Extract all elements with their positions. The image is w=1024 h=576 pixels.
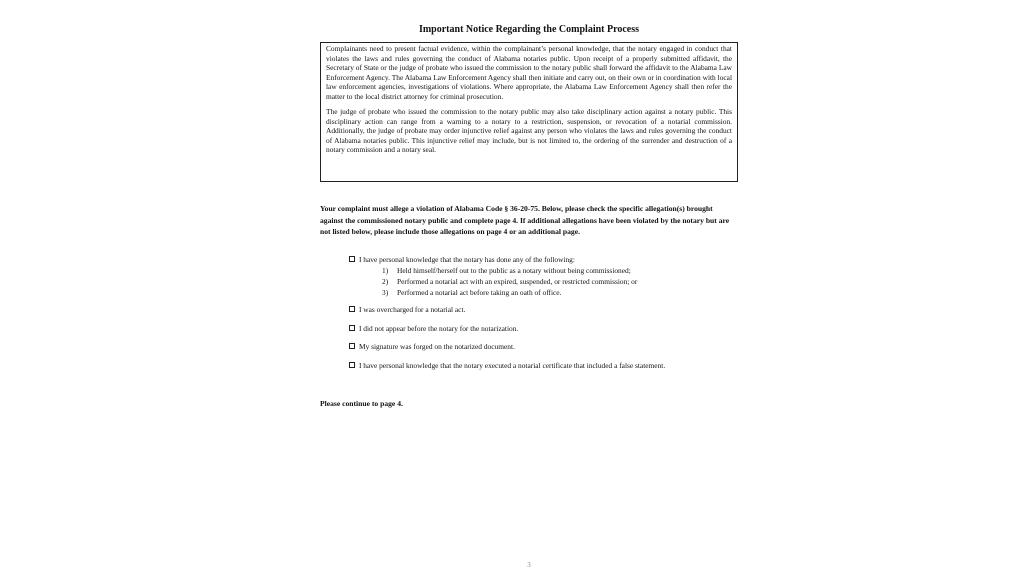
allegation-option-overcharged (349, 305, 739, 315)
option-label: I have personal knowledge that the notary executed a notarial certificate that included a false statement. (359, 360, 666, 370)
checkbox-signature-forged[interactable] (349, 343, 355, 349)
list-item-text: Held himself/herself out to the public as a notary without being commissioned; (397, 265, 631, 275)
list-number: 2) (382, 276, 389, 286)
page-title: Important Notice Regarding the Complaint Process (418, 24, 640, 35)
checkbox-false-statement[interactable] (349, 362, 355, 368)
list-number: 1) (382, 265, 389, 275)
list-number: 3) (382, 288, 389, 298)
allegation-option-personal-knowledge (349, 255, 739, 265)
allegation-option-false-statement (349, 361, 739, 371)
checkbox-overcharged[interactable] (349, 306, 355, 312)
allegation-option-signature-forged (349, 342, 739, 352)
list-item (382, 287, 712, 298)
list-item (382, 276, 712, 287)
allegation-option-did-not-appear (349, 324, 739, 334)
notice-paragraph: Complainants need to present factual evidence, within the complainant’s personal knowledge, that the notary engaged in conduct that violates the laws and rules governing the conduct of Alabama notaries public. Upon receipt of a properly submitted affidavit, the Secretary of State or the judge of probate who issued the commission to the notary public shall forward the affidavit to the Alabama Law Enforcement Agency. The Alabama Law Enforcement Agency shall then initiate and carry out, on their own or in coordination with local law enforcement agencies, investigations of violations. Where appropriate, the Alabama Law Enforcement Agency shall then refer the matter to the local district attorney for criminal prosecution. (326, 44, 732, 101)
notice-paragraph: The judge of probate who issued the commission to the notary public may also take disciplinary action against a notary public. This disciplinary action can range from a warning to a notary to a restriction, suspension, or revocation of a notarial commission. Additionally, the judge of probate may order injunctive relief against any person who violates the laws and rules governing the conduct of Alabama notaries public. This injunctive relief may include, but is not limited to, the ordering of the surrender and destruction of a notary commission and a notary seal. (326, 107, 732, 154)
page-number: 3 (527, 561, 531, 569)
option-label: I was overcharged for a notarial act. (359, 305, 466, 315)
list-item (382, 265, 712, 276)
checkbox-did-not-appear[interactable] (349, 325, 355, 331)
option-label: My signature was forged on the notarized document. (359, 342, 515, 352)
list-item-text: Performed a notarial act before taking an oath of office. (397, 288, 562, 298)
allegation-options (349, 255, 739, 370)
list-item-text: Performed a notarial act with an expired, suspended, or restricted commission; or (397, 276, 638, 286)
option-label: I have personal knowledge that the notary has done any of the following: (359, 255, 575, 264)
allegation-instructions: Your complaint must allege a violation of Alabama Code § 36-20-75. Below, please check the specific allegation(s) brought against the commissioned notary public and complete page 4. If additional allegations have been violated by the notary but are not listed below, please include those allegations on page 4 or an additional page. (320, 204, 730, 236)
notice-box (320, 42, 738, 182)
continue-note: Please continue to page 4. (320, 399, 403, 408)
sub-item-list (382, 265, 712, 299)
checkbox-personal-knowledge[interactable] (349, 256, 355, 262)
option-label: I did not appear before the notary for the notarization. (359, 323, 519, 333)
